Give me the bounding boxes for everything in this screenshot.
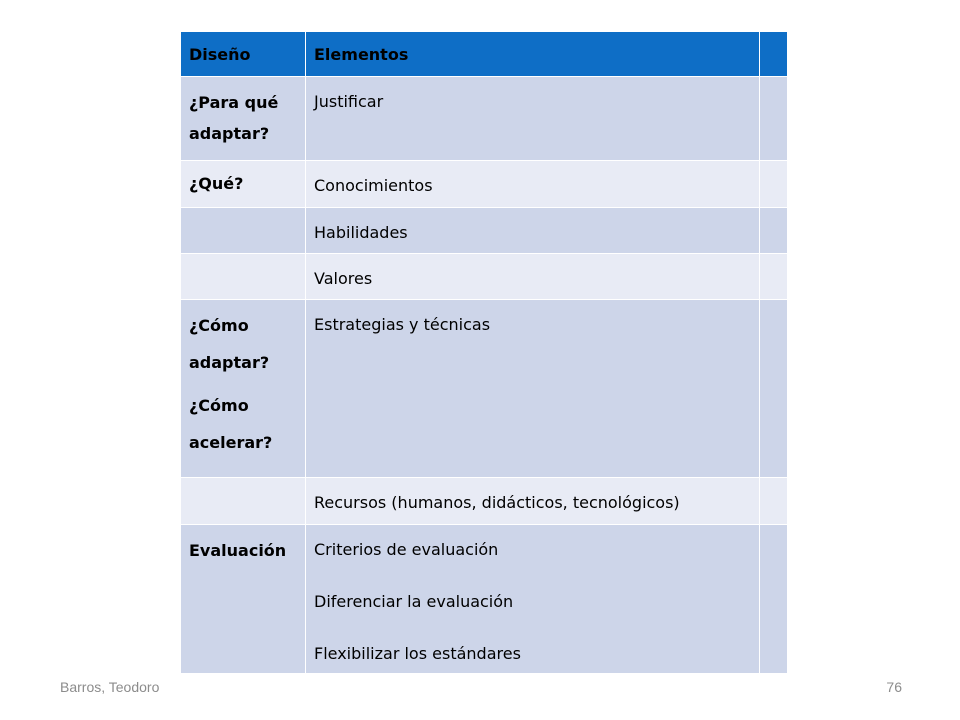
- row-label-line: ¿Cómo: [189, 316, 249, 335]
- row-element-text: Valores: [314, 269, 373, 288]
- table-row: [181, 254, 788, 300]
- row-empty-cell: [760, 77, 788, 161]
- row-label-line: ¿Cómo: [189, 396, 249, 415]
- header-empty: [760, 32, 788, 77]
- row-label-cell: [181, 478, 306, 525]
- row-empty-cell: [760, 300, 788, 478]
- row-label-cell: [181, 77, 306, 161]
- table-row: [181, 525, 788, 674]
- row-element-text: Recursos (humanos, didácticos, tecnológicos): [314, 493, 680, 512]
- row-empty-cell: [760, 161, 788, 208]
- row-element-cell: [306, 478, 760, 525]
- row-element-text: Justificar: [314, 92, 384, 111]
- row-label-cell: [181, 254, 306, 300]
- row-element-text: Conocimientos: [314, 176, 433, 195]
- row-label-cell: [181, 525, 306, 674]
- row-label-line: ¿Qué?: [189, 174, 244, 193]
- row-label-cell: [181, 161, 306, 208]
- row-label-line: acelerar?: [189, 433, 273, 452]
- row-label-line: ¿Para qué: [189, 93, 279, 112]
- row-element-text: Flexibilizar los estándares: [314, 644, 521, 663]
- row-element-cell: [306, 525, 760, 674]
- table-row: [181, 77, 788, 161]
- row-empty-cell: [760, 208, 788, 254]
- row-element-cell: [306, 161, 760, 208]
- table-row: [181, 300, 788, 478]
- content-table: [180, 31, 788, 674]
- row-element-text: Criterios de evaluación: [314, 540, 499, 559]
- row-element-cell: [306, 300, 760, 478]
- row-element-text: Habilidades: [314, 223, 408, 242]
- table-header-row: [181, 32, 788, 77]
- table-row: [181, 161, 788, 208]
- row-label-line: adaptar?: [189, 124, 270, 143]
- row-label-cell: [181, 300, 306, 478]
- row-empty-cell: [760, 478, 788, 525]
- row-empty-cell: [760, 254, 788, 300]
- header-diseno: Diseño: [181, 32, 306, 77]
- row-element-cell: [306, 208, 760, 254]
- row-element-text: Diferenciar la evaluación: [314, 592, 514, 611]
- row-element-text: Estrategias y técnicas: [314, 315, 491, 334]
- row-label-line: Evaluación: [189, 541, 287, 560]
- row-label-line: adaptar?: [189, 353, 270, 372]
- table-row: [181, 208, 788, 254]
- row-element-cell: [306, 77, 760, 161]
- page-number: 76: [886, 679, 902, 695]
- row-empty-cell: [760, 525, 788, 674]
- row-label-cell: [181, 208, 306, 254]
- footer-author: Barros, Teodoro: [60, 679, 160, 695]
- header-elementos: Elementos: [306, 32, 760, 77]
- table-row: [181, 478, 788, 525]
- row-element-cell: [306, 254, 760, 300]
